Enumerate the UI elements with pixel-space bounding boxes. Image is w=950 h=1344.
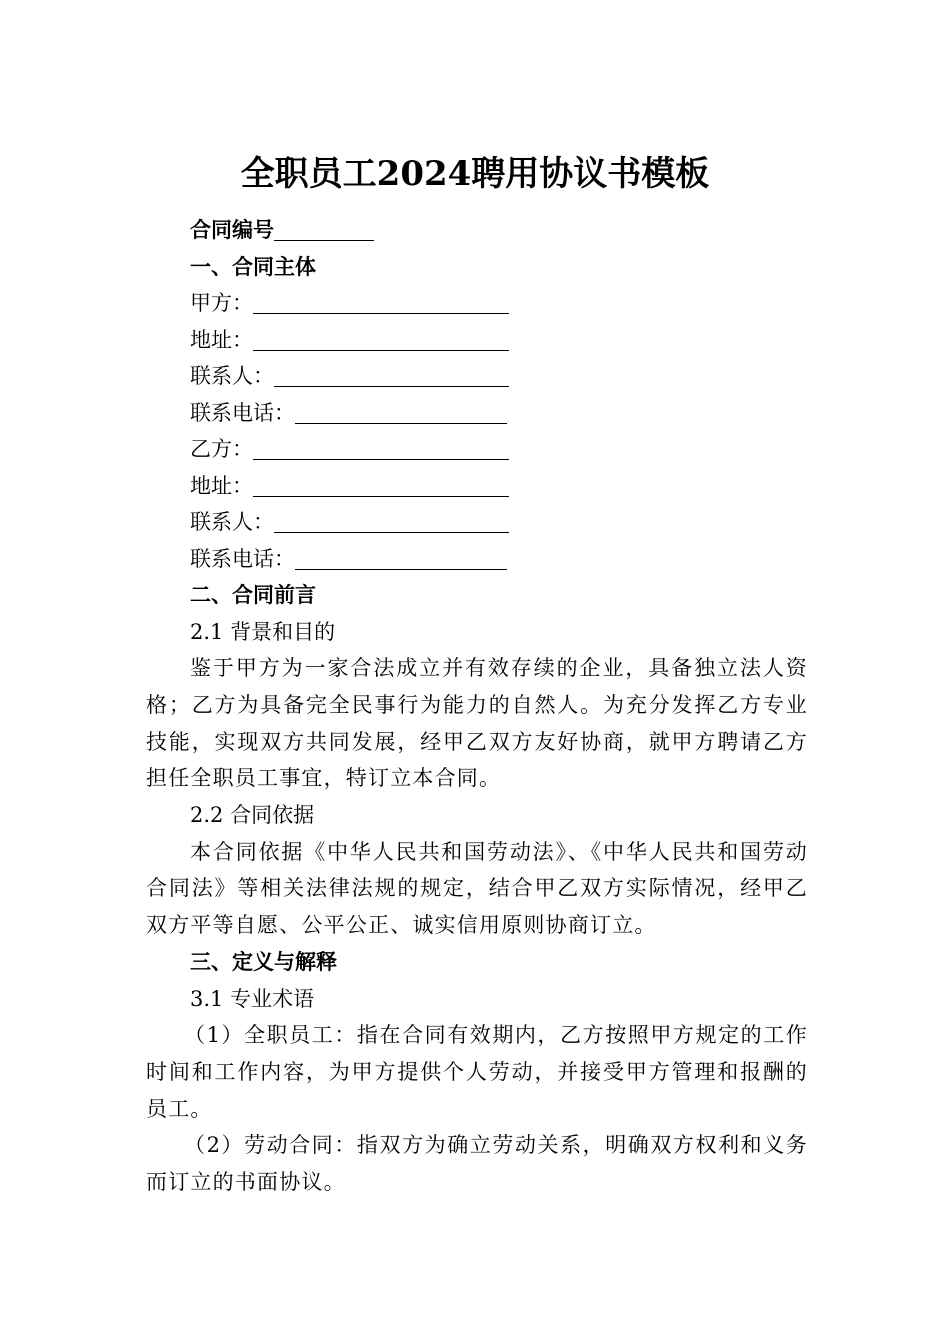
field-label: 联系人： [190, 510, 274, 534]
party-b-contact-field [146, 504, 808, 541]
field-label: 联系电话： [190, 546, 295, 571]
party-b-name-field [146, 431, 808, 468]
section-heading-1: 一、合同主体 [190, 253, 316, 279]
field-blank [253, 328, 509, 351]
document-body [146, 212, 808, 1201]
party-b-address-field [146, 468, 808, 505]
field-label: 地址： [190, 327, 253, 352]
contract-number-label: 合同编号 [190, 217, 274, 242]
subheading-2-1: 2.1 背景和目的 [190, 619, 336, 644]
field-blank [295, 401, 507, 424]
field-blank [274, 510, 509, 533]
field-label: 地址： [190, 473, 253, 498]
paragraph-basis: 本合同依据《中华人民共和国劳动法》、《中华人民共和国劳动合同法》等相关法律法规的规定，结合甲乙双方实际情况，经甲乙双方平等自愿、公平公正、诚实信用原则协商订立。 [146, 839, 808, 938]
field-blank [253, 437, 509, 460]
party-a-address-field [146, 322, 808, 359]
subheading-3-1: 3.1 专业术语 [190, 986, 315, 1011]
party-a-phone-field [146, 395, 808, 432]
field-blank [274, 364, 509, 387]
document-title: 全职员工2024聘用协议书模板 [240, 154, 710, 194]
party-b-phone-field [146, 541, 808, 578]
field-blank [253, 474, 509, 497]
section-heading-3: 三、定义与解释 [190, 949, 337, 975]
contract-number-blank [274, 218, 374, 241]
field-label: 联系人： [190, 364, 274, 388]
section-heading-2: 二、合同前言 [190, 582, 316, 607]
field-label: 乙方： [190, 437, 253, 461]
field-label: 甲方： [190, 291, 253, 315]
contract-number-line [146, 212, 808, 249]
party-a-contact-field [146, 358, 808, 395]
field-label: 联系电话： [190, 400, 295, 425]
field-blank [295, 547, 507, 570]
definition-labor-contract: （2）劳动合同：指双方为确立劳动关系，明确双方权利和义务而订立的书面协议。 [146, 1133, 808, 1195]
definition-full-time-employee: （1）全职员工：指在合同有效期内，乙方按照甲方规定的工作时间和工作内容，为甲方提供个人劳动，并接受甲方管理和报酬的员工。 [146, 1023, 808, 1121]
paragraph-background: 鉴于甲方为一家合法成立并有效存续的企业，具备独立法人资格；乙方为具备完全民事行为能力的自然人。为充分发挥乙方专业技能，实现双方共同发展，经甲乙双方友好协商，就甲方聘请乙方担任全职员工事宜，特订立本合同。 [146, 656, 808, 791]
field-blank [253, 291, 509, 314]
subheading-2-2: 2.2 合同依据 [190, 803, 315, 828]
party-a-name-field [146, 285, 808, 322]
